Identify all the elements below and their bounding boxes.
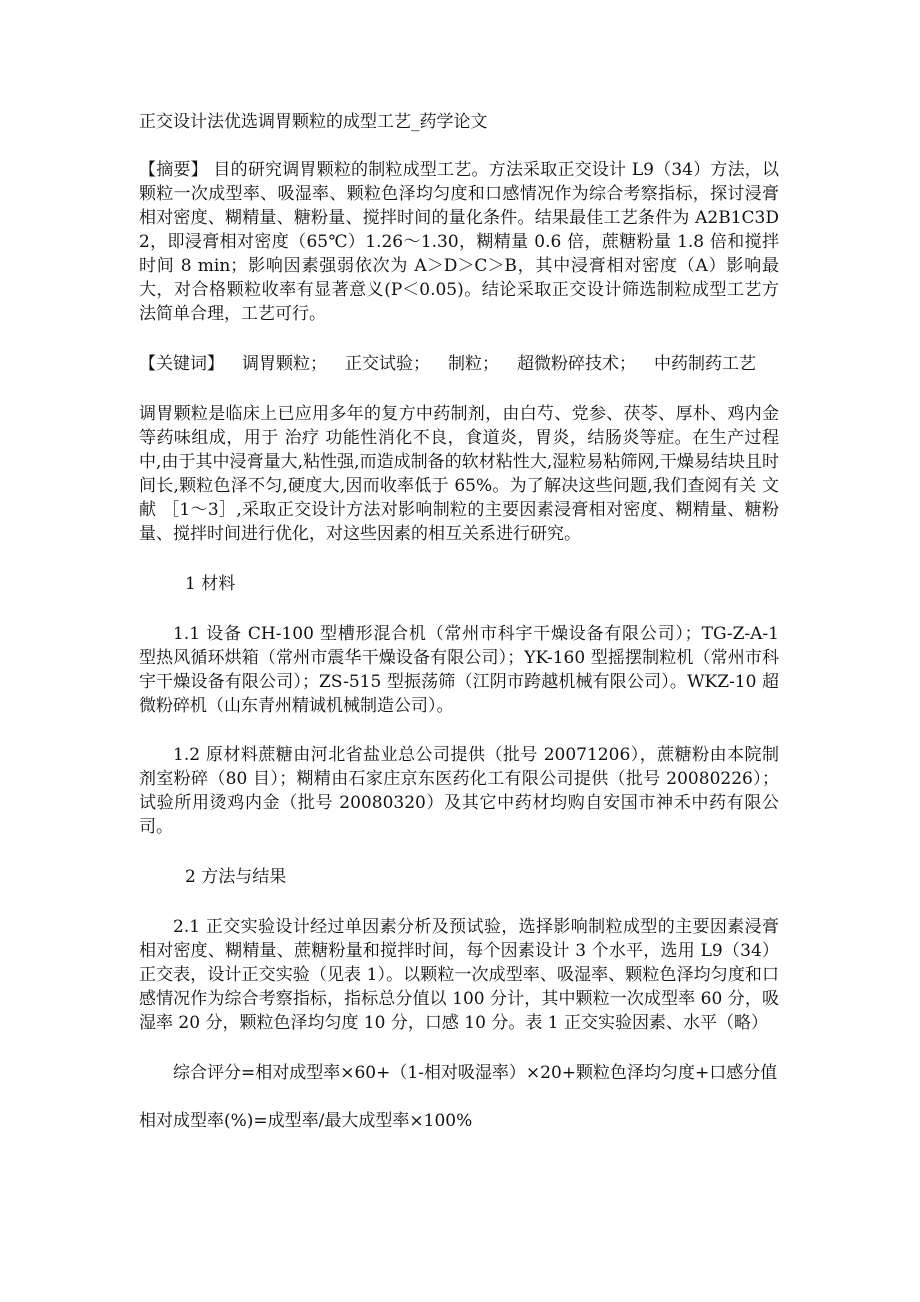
formula-relative-rate: 相对成型率(%)=成型率/最大成型率×100% [139, 1111, 473, 1131]
abstract-text: 目的研究调胃颗粒的制粒成型工艺。方法采取正交设计 L9（34）方法，以颗粒一次成型率、吸湿率、颗粒色泽均匀度和口感情况作为综合考察指标，探讨浸膏相对密度、糊精量、糖粉量、搅拌时间的量化条件。结果最佳工艺条件为 A2B1C3D2，即浸膏相对密度（65℃）1.26～1.30，糊精量 0.6 倍，蔗糖粉量 1.8 倍和搅拌时间 8 min；影响因素强弱依次为 A＞D＞C＞B，其中浸膏相对密度（A）影响最大，对合格颗粒收率有显著意义(P＜0.05)。结论采取正交设计筛选制粒成型工艺方法简单合理，工艺可行。 [139, 160, 780, 324]
keyword-item: 中药制药工艺 [654, 354, 756, 374]
section-heading-materials: 1 材料 [185, 574, 236, 594]
paragraph-raw-materials: 1.2 原材料蔗糖由河北省盐业总公司提供（批号 20071206），蔗糖粉由本院制剂室粉碎（80 目）；糊精由石家庄京东医药化工有限公司提供（批号 20080226）；试验所用烫鸡内金（批号 20080320）及其它中药材均购自安国市神禾中药有限公司。 [139, 745, 779, 837]
keyword-item: 超微粉碎技术； [517, 354, 636, 374]
paragraph-orthogonal-design: 2.1 正交实验设计经过单因素分析及预试验，选择影响制粒成型的主要因素浸膏相对密度、糊精量、蔗糖粉量和搅拌时间，每个因素设计 3 个水平，选用 L9（34）正交表，设计正交实验（见表 1）。以颗粒一次成型率、吸湿率、颗粒色泽均匀度和口感情况作为综合考察指标，指标总分值以 100 分计，其中颗粒一次成型率 60 分，吸湿率 20 分，颗粒色泽均匀度 10 分，口感 10 分。表 1 正交实验因素、水平（略） [139, 917, 779, 1033]
intro-paragraph: 调胃颗粒是临床上已应用多年的复方中药制剂，由白芍、党参、茯苓、厚朴、鸡内金等药味组成，用于 治疗 功能性消化不良，食道炎，胃炎，结肠炎等症。在生产过程中,由于其中浸膏量大,粘性强,而造成制备的软材粘性大,湿粒易粘筛网,干燥易结块且时间长,颗粒色泽不匀,硬度大,因而收率低于 65%。为了解决这些问题,我们查阅有关 文献 ［1～3］,采取正交设计方法对影响制粒的主要因素浸膏相对密度、糊精量、糖粉量、搅拌时间进行优化，对这些因素的相互关系进行研究。 [139, 404, 779, 544]
keywords-label: 【关键词】 [139, 354, 224, 374]
abstract-label: 【摘要】 [139, 160, 208, 180]
keyword-item: 制粒； [448, 354, 499, 374]
keyword-item: 正交试验； [345, 354, 430, 374]
document-title: 正交设计法优选调胃颗粒的成型工艺_药学论文 [139, 112, 488, 132]
section-heading-methods: 2 方法与结果 [185, 867, 287, 887]
abstract-paragraph [139, 158, 779, 326]
paragraph-equipment: 1.1 设备 CH-100 型槽形混合机（常州市科宇干燥设备有限公司）；TG-Z-A-1 型热风循环烘箱（常州市震华干燥设备有限公司）；YK-160 型摇摆制粒机（常州市科宇干燥设备有限公司）；ZS-515 型振荡筛（江阴市跨越机械有限公司）。WKZ-10 超微粉碎机（山东青州精诚机械制造公司）。 [139, 624, 779, 716]
formula-composite-score: 综合评分=相对成型率×60+（1-相对吸湿率）×20+颗粒色泽均匀度+口感分值 [173, 1063, 778, 1083]
keyword-item: 调胃颗粒； [242, 354, 327, 374]
keywords-paragraph [139, 352, 779, 376]
document-body [139, 110, 779, 1133]
